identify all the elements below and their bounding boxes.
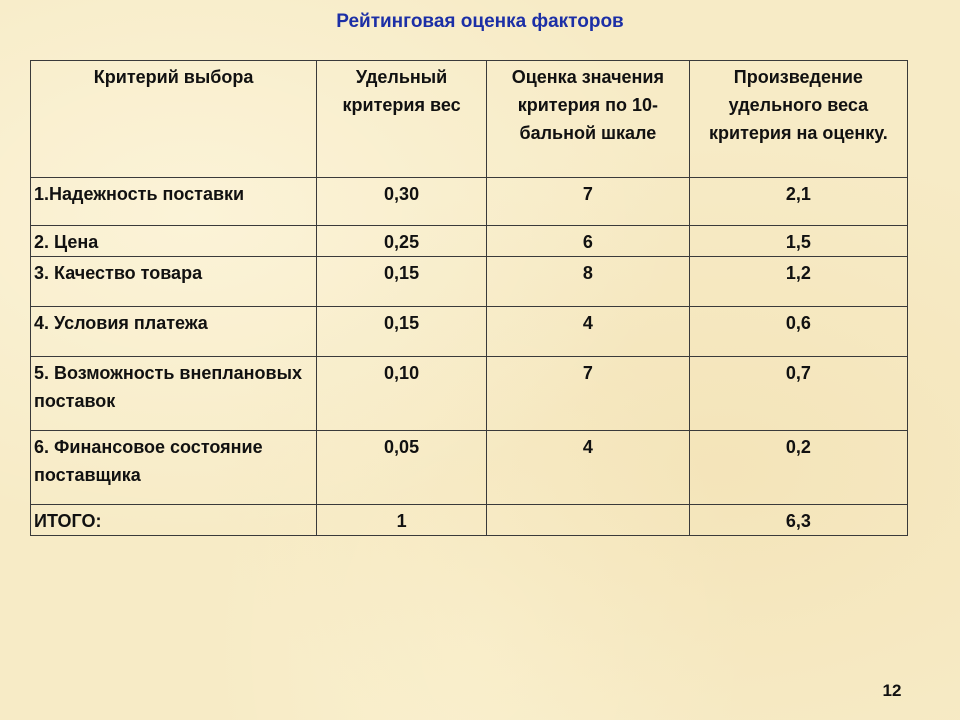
product-cell: 0,7	[689, 357, 907, 431]
score-cell: 4	[486, 431, 689, 505]
product-cell: 0,2	[689, 431, 907, 505]
product-cell: 2,1	[689, 178, 907, 226]
slide-title: Рейтинговая оценка факторов	[336, 11, 624, 32]
criterion-cell: 5. Возможность внеплановых поставок	[31, 357, 317, 431]
criterion-cell: 3. Качество товара	[31, 257, 317, 307]
weight-cell: 0,05	[317, 431, 487, 505]
total-product-cell: 6,3	[689, 505, 907, 536]
header-weight: Удельный критерия вес	[317, 61, 487, 178]
score-cell: 7	[486, 178, 689, 226]
score-cell: 6	[486, 226, 689, 257]
table-row	[31, 178, 908, 226]
weight-cell: 0,15	[317, 307, 487, 357]
criterion-cell: 1.Надежность поставки	[31, 178, 317, 226]
page-number: 12	[882, 681, 902, 700]
table-total-row	[31, 505, 908, 536]
score-cell: 4	[486, 307, 689, 357]
criterion-cell: 2. Цена	[31, 226, 317, 257]
total-weight-cell: 1	[317, 505, 487, 536]
header-score: Оценка значения критерия по 10-бальной шкале	[486, 61, 689, 178]
table-row	[31, 357, 908, 431]
header-product: Произведение удельного веса критерия на оценку.	[689, 61, 907, 178]
table-row	[31, 307, 908, 357]
rating-table	[30, 60, 908, 536]
criterion-cell: 4. Условия платежа	[31, 307, 317, 357]
table-row	[31, 431, 908, 505]
product-cell: 0,6	[689, 307, 907, 357]
weight-cell: 0,25	[317, 226, 487, 257]
product-cell: 1,5	[689, 226, 907, 257]
total-label-cell: ИТОГО:	[31, 505, 317, 536]
score-cell: 8	[486, 257, 689, 307]
score-cell: 7	[486, 357, 689, 431]
total-score-cell	[486, 505, 689, 536]
header-criterion: Критерий выбора	[31, 61, 317, 178]
weight-cell: 0,10	[317, 357, 487, 431]
weight-cell: 0,30	[317, 178, 487, 226]
table-header-row	[31, 61, 908, 178]
product-cell: 1,2	[689, 257, 907, 307]
weight-cell: 0,15	[317, 257, 487, 307]
criterion-cell: 6. Финансовое состояние поставщика	[31, 431, 317, 505]
table-row	[31, 257, 908, 307]
table-row	[31, 226, 908, 257]
